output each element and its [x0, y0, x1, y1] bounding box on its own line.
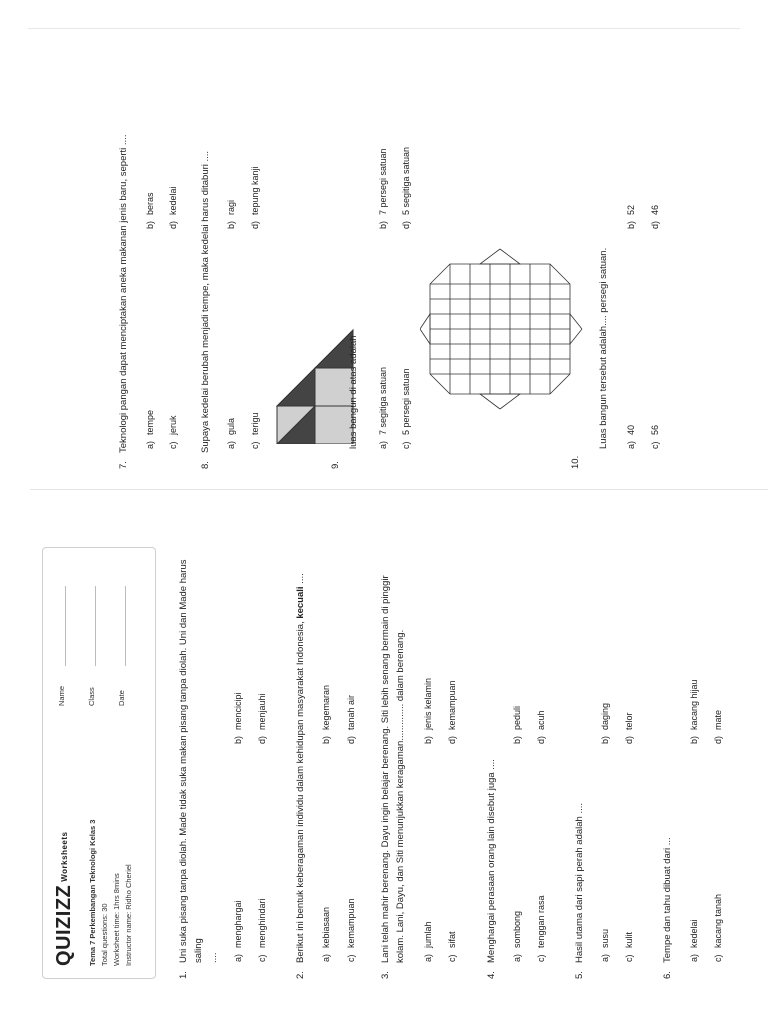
question-text: Supaya kedelai berubah menjadi tempe, maka kedelai harus ditaburi .... — [200, 150, 211, 453]
option[interactable] — [447, 680, 457, 744]
option-letter: a) — [600, 953, 610, 962]
option-text: gula — [226, 417, 236, 435]
option-letter: b) — [321, 735, 331, 744]
question-8 — [198, 151, 213, 469]
option-letter: c) — [536, 954, 546, 962]
option-text: susu — [600, 928, 610, 948]
option-text: terigu — [250, 412, 260, 435]
option-text: kulit — [624, 931, 634, 948]
option-text: mencicipi — [233, 692, 243, 730]
option-letter: d) — [250, 220, 260, 229]
option-text: kebiasaan — [321, 906, 331, 948]
option-text: kacang hijau — [689, 679, 699, 730]
q10-grid-figure — [420, 244, 585, 414]
question-number: 3. — [380, 971, 391, 979]
option-text: 52 — [626, 204, 636, 215]
question-text-cont: saling — [193, 938, 204, 963]
question-text: Uni suka pisang tanpa diolah. Made tidak suka makan pisang tanpa diolah. Uni dan Made harus — [178, 559, 189, 963]
question-5 — [572, 803, 587, 979]
option-letter: c) — [624, 954, 634, 962]
option[interactable] — [145, 410, 155, 449]
option-text: 7 persegi satuan — [378, 148, 388, 215]
question-7 — [116, 135, 131, 469]
option-text: daging — [600, 702, 610, 730]
option-text: kemampuan — [447, 680, 457, 730]
side-triangle — [570, 314, 582, 344]
option[interactable] — [650, 425, 660, 449]
option-letter: b) — [378, 220, 388, 229]
option[interactable] — [626, 205, 636, 229]
option-letter: c) — [401, 441, 411, 449]
option-text: tanah air — [346, 694, 356, 730]
option[interactable] — [600, 703, 610, 744]
option[interactable] — [600, 929, 610, 962]
question-2 — [293, 573, 308, 979]
option-text: ragi — [226, 199, 236, 215]
option-text: kegemaran — [321, 684, 331, 730]
option-text: menjauhi — [257, 693, 267, 730]
option-text: acuh — [536, 710, 546, 730]
option[interactable] — [233, 900, 243, 962]
name-field[interactable] — [57, 686, 66, 706]
total-questions: Total questions: 30 — [100, 903, 109, 966]
option[interactable] — [257, 693, 267, 744]
option[interactable] — [512, 911, 522, 962]
option-letter: b) — [626, 220, 636, 229]
worksheet-title: Tema 7 Perkembangan Teknologi Kelas 3 — [88, 819, 97, 966]
question-text-cont: .... — [208, 952, 219, 963]
option-text: kedelai — [168, 186, 178, 215]
question-text: luas bangun di atas adalah — [348, 335, 359, 449]
question-9-text — [346, 335, 361, 449]
option-letter: c) — [257, 954, 267, 962]
option[interactable] — [713, 894, 723, 962]
question-text: Luas bangun tersebut adalah.... persegi satuan. — [598, 247, 609, 449]
option[interactable] — [226, 418, 236, 449]
option-text: sombong — [512, 910, 522, 948]
option-letter: c) — [447, 954, 457, 962]
option-text: jenis kelamin — [423, 677, 433, 730]
question-text: Menghargai perasaan orang lain disebut juga .... — [486, 759, 497, 963]
option-letter: b) — [600, 735, 610, 744]
option[interactable] — [168, 186, 178, 229]
option-text: menghindari — [257, 898, 267, 948]
option-letter: a) — [423, 953, 433, 962]
option-text: 5 persegi satuan — [401, 368, 411, 435]
question-6 — [660, 837, 675, 979]
option-letter: d) — [257, 735, 267, 744]
option-letter: c) — [346, 954, 356, 962]
option-letter: a) — [226, 440, 236, 449]
question-number: 10. — [570, 455, 581, 469]
option-letter: b) — [512, 735, 522, 744]
option-text: 46 — [650, 204, 660, 215]
option[interactable] — [321, 685, 331, 744]
instructor-name: Instructor name: Ridho Cheriel — [124, 864, 133, 966]
option[interactable] — [447, 931, 457, 962]
option-letter: b) — [423, 735, 433, 744]
option-letter: d) — [650, 220, 660, 229]
question-number: 6. — [662, 971, 673, 979]
option-letter: a) — [378, 440, 388, 449]
side-triangle — [420, 314, 430, 344]
question-text: Teknologi pangan dapat menciptakan aneka makanan jenis baru, seperti .... — [118, 134, 129, 453]
option-letter: a) — [145, 440, 155, 449]
option[interactable] — [624, 712, 634, 744]
option[interactable] — [321, 907, 331, 962]
option-letter: d) — [447, 735, 457, 744]
quizizz-logo — [53, 832, 76, 966]
option-text: tenggan rasa — [536, 895, 546, 948]
side-triangle — [480, 394, 520, 409]
option[interactable] — [650, 205, 660, 229]
question-number: 4. — [486, 971, 497, 979]
option-letter: a) — [321, 953, 331, 962]
option[interactable] — [168, 415, 178, 449]
option-letter: d) — [713, 735, 723, 744]
option-letter: c) — [168, 441, 178, 449]
option-text: peduli — [512, 705, 522, 730]
option[interactable] — [145, 192, 155, 229]
question-number: 9. — [330, 461, 341, 469]
option[interactable] — [512, 706, 522, 744]
option[interactable] — [689, 919, 699, 962]
option-letter: d) — [624, 735, 634, 744]
date-label: Date — [117, 690, 126, 706]
option-letter: d) — [168, 220, 178, 229]
option-letter: c) — [250, 441, 260, 449]
question-10 — [568, 453, 583, 469]
option-text: 7 segitiga satuan — [378, 366, 388, 435]
worksheet-time: Worksheet time: 1hrs 8mins — [112, 873, 121, 966]
option-text: jumlah — [423, 921, 433, 948]
question-1 — [176, 560, 221, 979]
option-text: 5 segitiga satuan — [401, 146, 411, 215]
option-letter: c) — [713, 954, 723, 962]
question-emphasis: kecuali — [295, 586, 306, 619]
question-3 — [378, 575, 408, 979]
option-text: menghargai — [233, 900, 243, 948]
option[interactable] — [226, 200, 236, 229]
question-number: 7. — [118, 461, 129, 469]
option-letter: d) — [536, 735, 546, 744]
option-text: beras — [145, 192, 155, 215]
option-text: tempe — [145, 409, 155, 435]
question-text: Tempe dan tahu dibuat dari ... — [662, 837, 673, 963]
option[interactable] — [250, 166, 260, 229]
date-field[interactable] — [117, 690, 126, 706]
option[interactable] — [626, 425, 636, 449]
option-letter: d) — [346, 735, 356, 744]
option[interactable] — [423, 678, 433, 744]
option-text: 40 — [626, 424, 636, 435]
option-letter: b) — [689, 735, 699, 744]
option[interactable] — [378, 367, 388, 449]
page-divider — [30, 489, 768, 490]
question-text: Lani telah mahir berenang. Dayu ingin belajar berenang. Siti lebih senang bermain di pinggir — [380, 575, 391, 963]
question-number: 5. — [574, 971, 585, 979]
option-text: kacang tanah — [713, 893, 723, 948]
option[interactable] — [536, 895, 546, 962]
option[interactable] — [233, 692, 243, 744]
side-triangle — [480, 249, 520, 264]
option-text: tepung kanji — [250, 166, 260, 215]
option[interactable] — [257, 898, 267, 962]
option-letter: b) — [226, 220, 236, 229]
option[interactable] — [423, 921, 433, 962]
option-text: kemampuan — [346, 898, 356, 948]
option-letter: a) — [233, 953, 243, 962]
question-number: 2. — [295, 971, 306, 979]
question-text: Berikut ini bentuk keberagaman individu dalam kehidupan masyarakat Indonesia, — [295, 621, 306, 963]
question-text: Hasil utama dari sapi perah adalah .... — [574, 802, 585, 963]
option-letter: b) — [233, 735, 243, 744]
question-tail: .... — [295, 573, 306, 584]
option[interactable] — [536, 710, 546, 744]
option-text: mate — [713, 709, 723, 730]
question-9 — [328, 453, 343, 469]
class-label: Class — [87, 687, 96, 706]
question-number: 8. — [200, 461, 211, 469]
unit-triangle — [277, 368, 315, 406]
option-text: kedelai — [689, 919, 699, 948]
brand-sub: Worksheets — [60, 831, 70, 882]
option[interactable] — [378, 148, 388, 229]
worksheet-header — [42, 547, 156, 979]
option-letter: c) — [650, 441, 660, 449]
option-letter: a) — [512, 953, 522, 962]
option-text: 56 — [650, 424, 660, 435]
option-letter: b) — [145, 220, 155, 229]
option-letter: d) — [401, 220, 411, 229]
option-text: sifat — [447, 931, 457, 948]
option-text: telor — [624, 712, 634, 730]
option[interactable] — [401, 368, 411, 449]
option[interactable] — [346, 898, 356, 962]
option[interactable] — [624, 932, 634, 962]
class-field[interactable] — [87, 687, 96, 706]
option[interactable] — [713, 710, 723, 744]
worksheet-meta — [87, 820, 135, 966]
brand-name: QUIZIZZ — [53, 884, 75, 966]
option[interactable] — [346, 695, 356, 744]
option[interactable] — [401, 147, 411, 229]
question-text-cont: kolam. Lani, Dayu, dan Siti menunjukkan keragaman.............. dalam berenang. — [395, 629, 406, 963]
option-text: jeruk — [168, 415, 178, 435]
option-letter: a) — [626, 440, 636, 449]
question-number: 1. — [178, 971, 189, 979]
question-10-text — [596, 248, 611, 449]
option[interactable] — [250, 412, 260, 449]
name-label: Name — [57, 685, 66, 706]
question-4 — [484, 759, 499, 979]
option[interactable] — [689, 679, 699, 744]
option-letter: a) — [689, 953, 699, 962]
